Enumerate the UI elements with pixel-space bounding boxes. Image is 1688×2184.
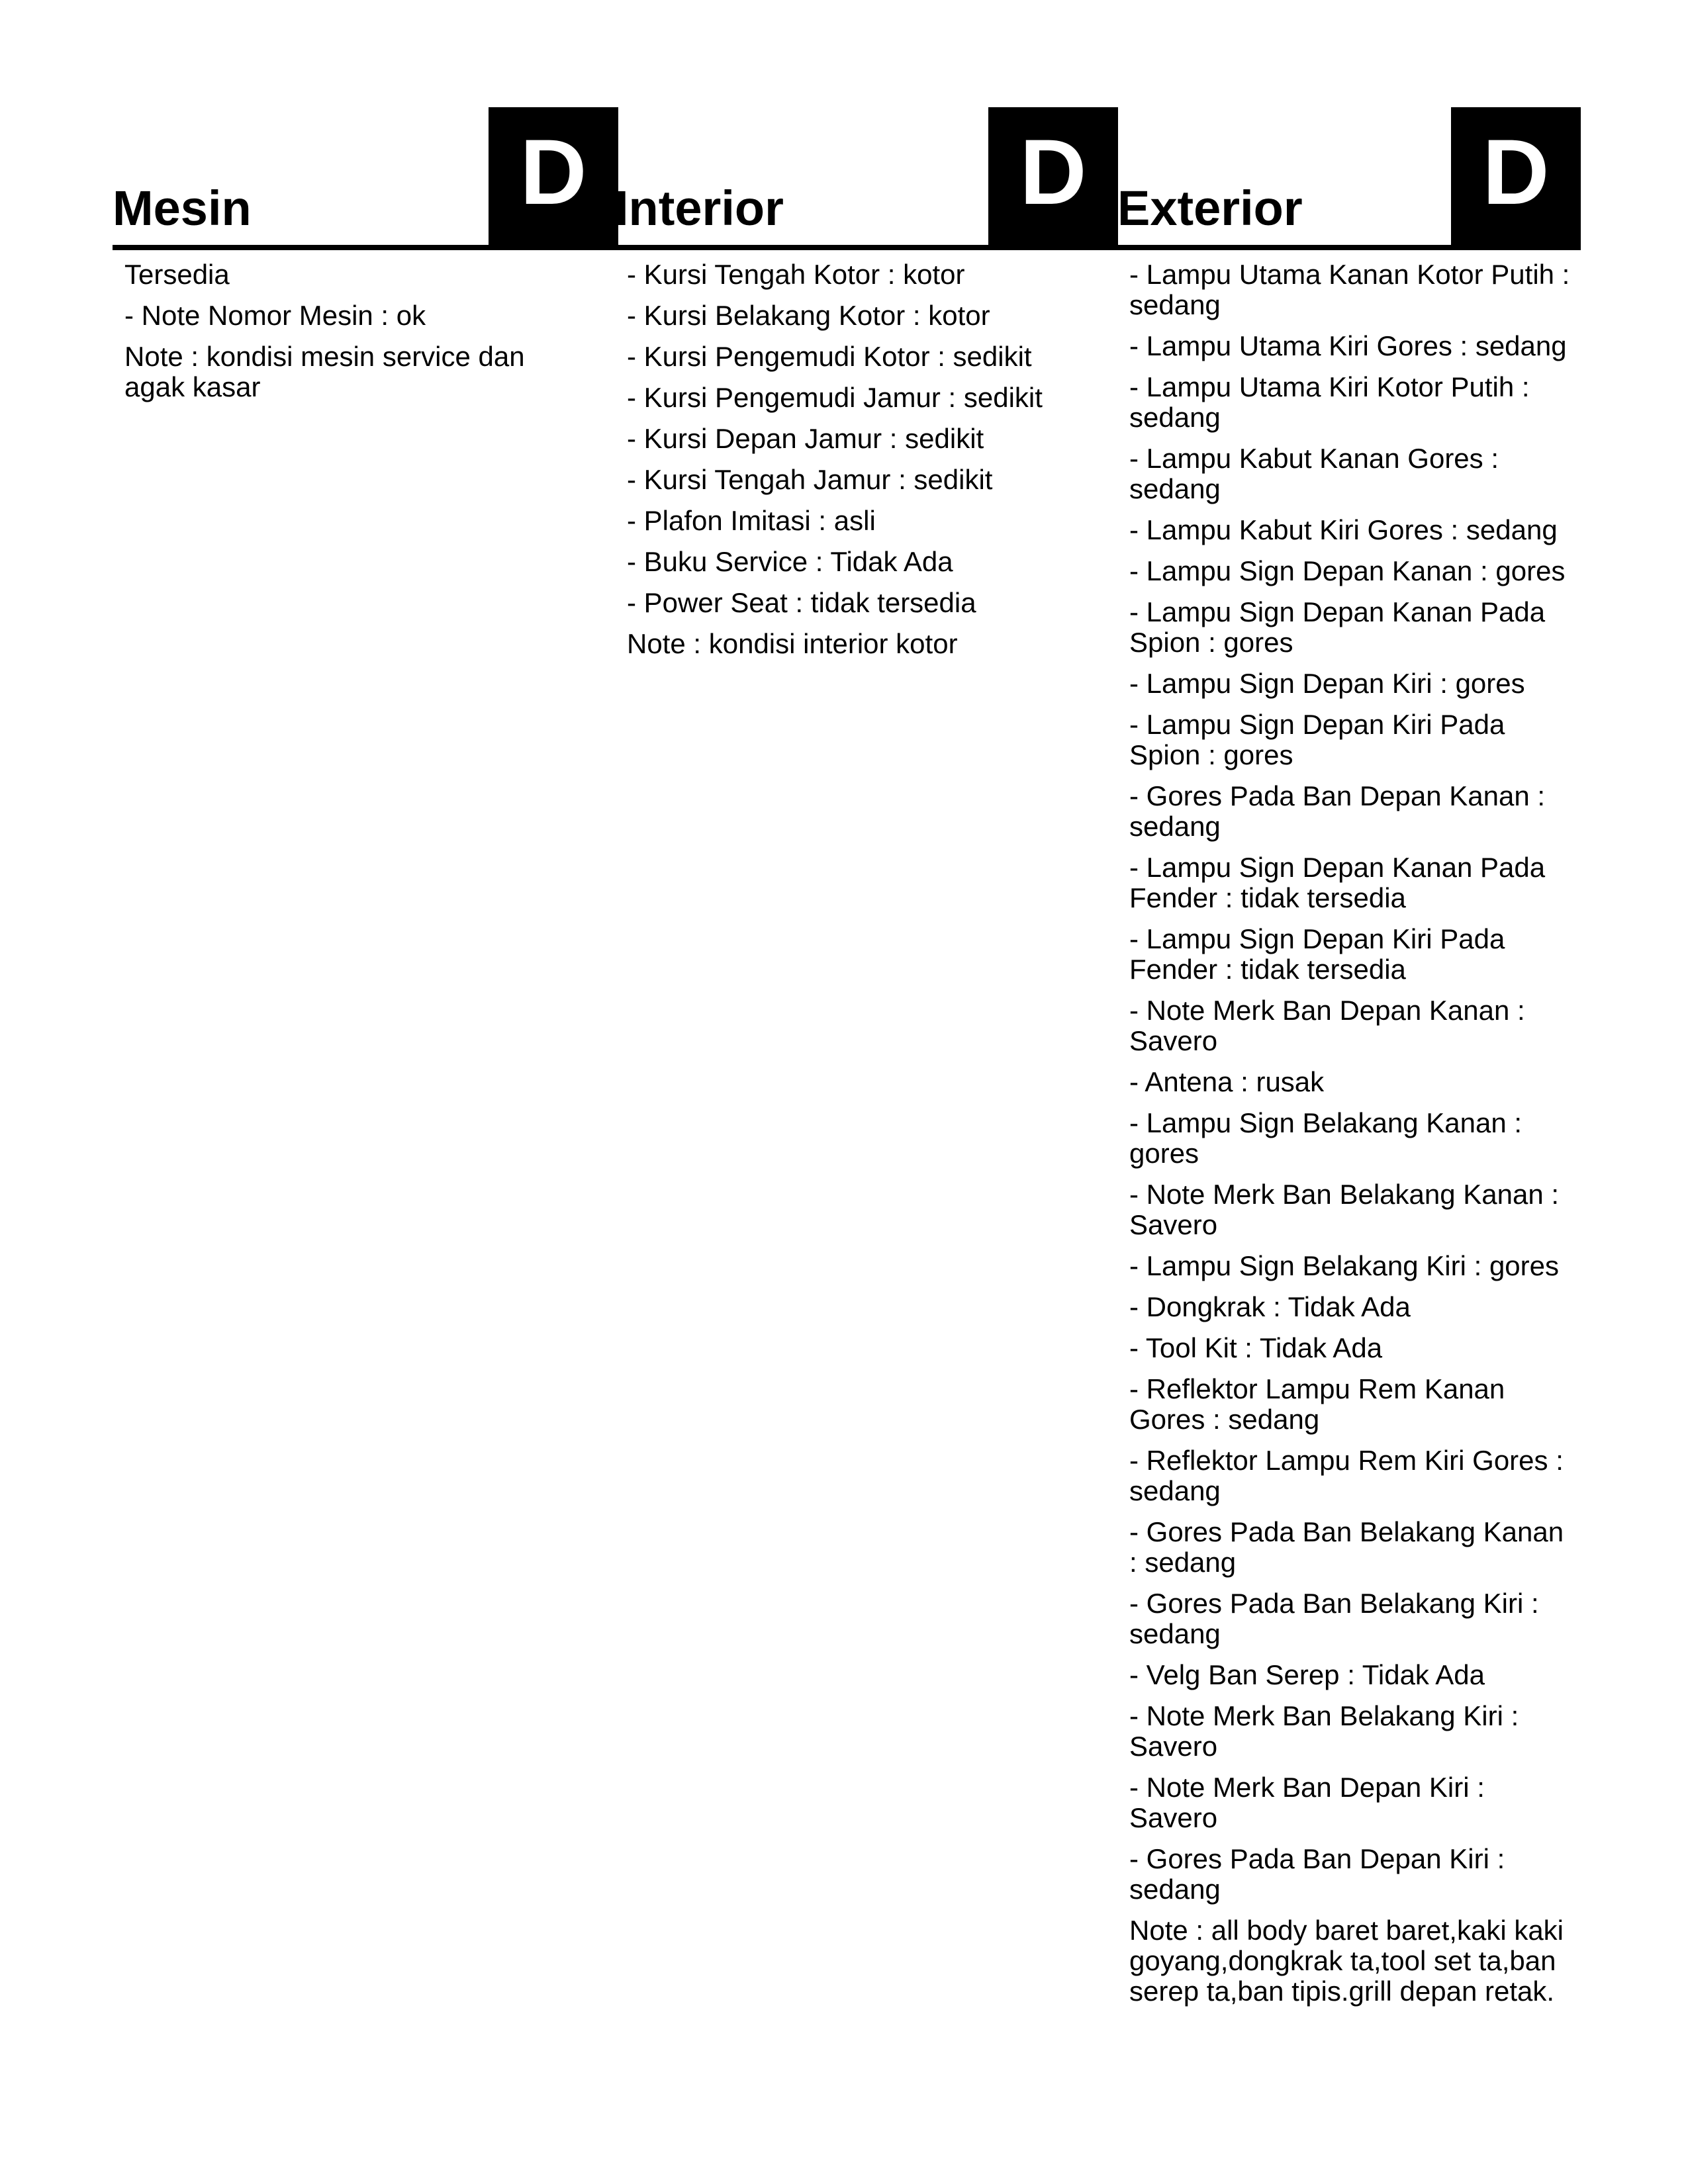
section-title: Mesin — [113, 181, 252, 236]
list-item: - Power Seat : tidak tersedia — [627, 587, 976, 618]
item-list — [113, 250, 618, 402]
list-item: - Lampu Utama Kiri Kotor Putih : sedang — [1129, 371, 1530, 433]
list-item: - Lampu Sign Belakang Kiri : gores — [1129, 1250, 1560, 1281]
list-item: - Lampu Sign Depan Kiri : gores — [1129, 668, 1525, 699]
list-item: - Reflektor Lampu Rem Kanan Gores : sedang — [1129, 1373, 1505, 1435]
list-item: - Kursi Depan Jamur : sedikit — [627, 423, 984, 454]
list-item: Note : kondisi interior kotor — [627, 628, 958, 659]
list-item: - Antena : rusak — [1129, 1066, 1325, 1097]
list-item: - Lampu Sign Belakang Kanan : gores — [1129, 1107, 1523, 1169]
list-item: - Dongkrak : Tidak Ada — [1129, 1291, 1411, 1322]
list-item: - Kursi Tengah Jamur : sedikit — [627, 464, 993, 495]
list-item: - Note Merk Ban Depan Kiri : Savero — [1129, 1772, 1485, 1833]
list-item: - Gores Pada Ban Depan Kiri : sedang — [1129, 1843, 1505, 1905]
item-list — [1117, 250, 1581, 2007]
list-item: - Buku Service : Tidak Ada — [627, 546, 953, 577]
list-item: - Lampu Sign Depan Kanan Pada Spion : gores — [1129, 596, 1546, 658]
item-list — [615, 250, 1118, 659]
list-item: - Gores Pada Ban Depan Kanan : sedang — [1129, 780, 1546, 842]
list-item: - Gores Pada Ban Belakang Kiri : sedang — [1129, 1588, 1539, 1649]
section-exterior — [1117, 107, 1581, 2017]
grade-badge: D — [988, 107, 1118, 245]
section-title: Exterior — [1117, 181, 1303, 236]
list-item: - Kursi Pengemudi Kotor : sedikit — [627, 341, 1032, 372]
section-header — [1117, 107, 1581, 250]
list-item: - Lampu Sign Depan Kanan : gores — [1129, 555, 1566, 586]
section-interior — [615, 107, 1118, 670]
list-item: - Note Merk Ban Depan Kanan : Savero — [1129, 995, 1525, 1056]
list-item: Note : all body baret baret,kaki kaki goyang,dongkrak ta,tool set ta,ban serep ta,ban tipis.grill depan retak. — [1129, 1915, 1564, 2007]
list-item: Note : kondisi mesin service dan agak kasar — [124, 341, 525, 402]
section-mesin — [113, 107, 618, 413]
list-item: - Note Merk Ban Belakang Kiri : Savero — [1129, 1700, 1519, 1762]
list-item: - Lampu Kabut Kanan Gores : sedang — [1129, 443, 1499, 504]
grade-badge: D — [489, 107, 618, 245]
grade-badge: D — [1451, 107, 1581, 245]
list-item: - Plafon Imitasi : asli — [627, 505, 876, 536]
list-item: Tersedia — [124, 259, 230, 290]
list-item: - Lampu Utama Kanan Kotor Putih : sedang — [1129, 259, 1570, 320]
list-item: - Kursi Tengah Kotor : kotor — [627, 259, 965, 290]
section-header — [615, 107, 1118, 250]
list-item: - Lampu Sign Depan Kanan Pada Fender : tidak tersedia — [1129, 852, 1546, 913]
list-item: - Kursi Pengemudi Jamur : sedikit — [627, 382, 1043, 413]
list-item: - Kursi Belakang Kotor : kotor — [627, 300, 990, 331]
list-item: - Note Merk Ban Belakang Kanan : Savero — [1129, 1179, 1560, 1240]
section-header — [113, 107, 618, 250]
list-item: - Lampu Kabut Kiri Gores : sedang — [1129, 514, 1558, 545]
list-item: - Gores Pada Ban Belakang Kanan : sedang — [1129, 1516, 1564, 1578]
list-item: - Lampu Sign Depan Kiri Pada Fender : tidak tersedia — [1129, 923, 1505, 985]
section-title: Interior — [615, 181, 784, 236]
list-item: - Note Nomor Mesin : ok — [124, 300, 426, 331]
list-item: - Velg Ban Serep : Tidak Ada — [1129, 1659, 1485, 1690]
list-item: - Lampu Utama Kiri Gores : sedang — [1129, 330, 1567, 361]
list-item: - Lampu Sign Depan Kiri Pada Spion : gores — [1129, 709, 1505, 770]
list-item: - Tool Kit : Tidak Ada — [1129, 1332, 1383, 1363]
list-item: - Reflektor Lampu Rem Kiri Gores : sedang — [1129, 1445, 1564, 1506]
